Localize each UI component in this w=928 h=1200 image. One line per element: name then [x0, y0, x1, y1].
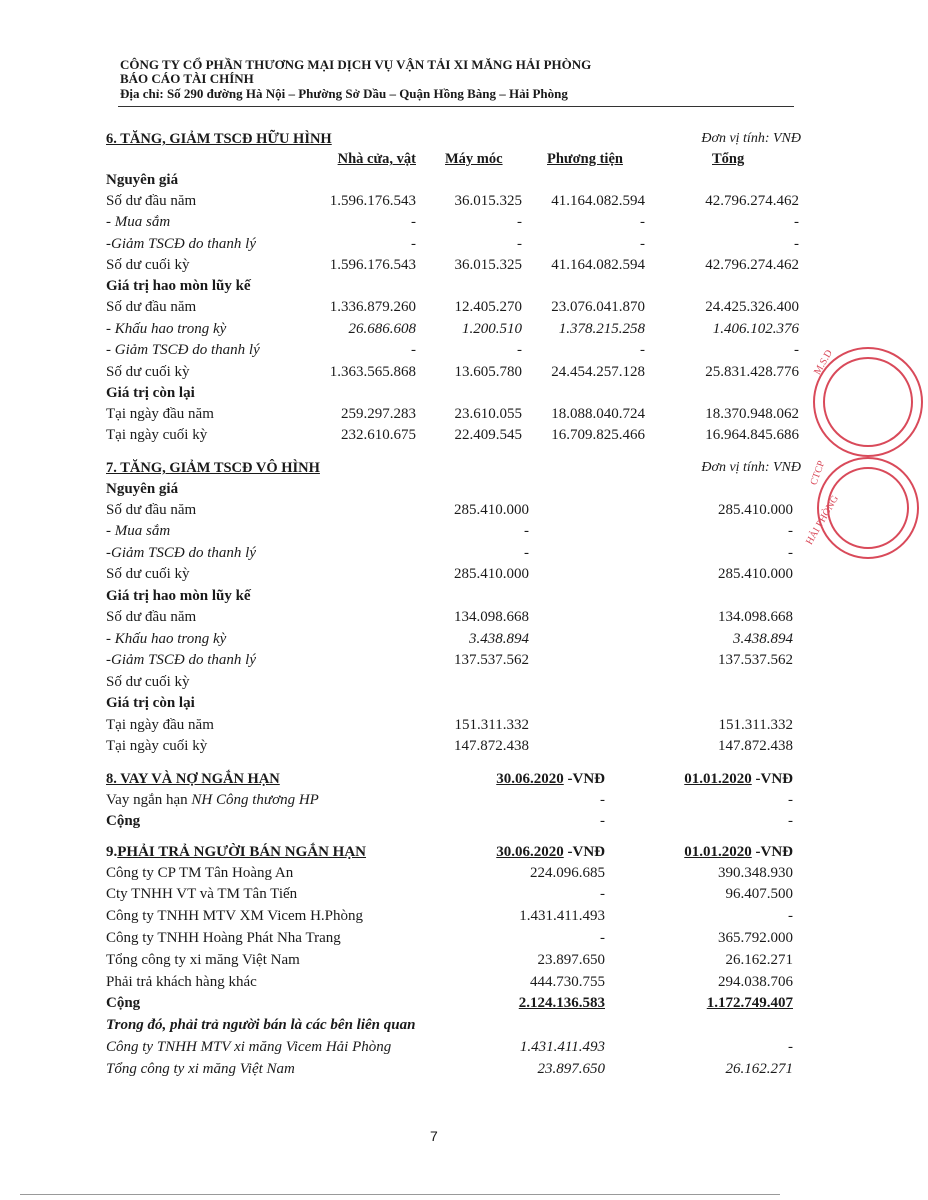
table-row: Giá trị còn lại	[106, 385, 195, 401]
s6-col-total: Tổng	[712, 151, 745, 167]
table-row: Giá trị hao mòn lũy kế	[106, 278, 251, 294]
company-name: CÔNG TY CỔ PHẦN THƯƠNG MẠI DỊCH VỤ VẬN TẢI XI MĂNG HẢI PHÒNG	[120, 57, 592, 72]
s8-col-a: 30.06.2020	[496, 771, 564, 787]
table-row: Công ty TNHH MTV XM Vicem H.Phòng 1.431.411.493 -	[106, 908, 793, 924]
table-row: -Giảm TSCĐ do thanh lý - - - -	[106, 236, 799, 252]
table-row: - Mua sắm - - - -	[106, 214, 799, 230]
table-row: Vay ngắn hạn NH Công thương HP - -	[106, 792, 793, 808]
table-row: Tổng công ty xi măng Việt Nam 23.897.650 26.162.271	[106, 952, 793, 968]
table-row: Tại ngày đầu năm 151.311.332 151.311.332	[106, 717, 793, 733]
table-row: Nguyên giá	[106, 481, 179, 497]
section-7-title: 7. TĂNG, GIẢM TSCĐ VÔ HÌNH	[106, 460, 320, 476]
section-6-unit: Đơn vị tính: VNĐ	[701, 131, 801, 146]
table-row: - Khấu hao trong kỳ 3.438.894 3.438.894	[106, 631, 793, 647]
table-row: Số dư đầu năm 1.336.879.260 12.405.270 23.076.041.870 24.425.326.400	[106, 299, 799, 315]
s9-col-b: 01.01.2020	[684, 844, 752, 860]
s6-col-vehicles: Phương tiện	[547, 151, 623, 167]
table-row: Tại ngày đầu năm 259.297.283 23.610.055 18.088.040.724 18.370.948.062	[106, 406, 799, 422]
section-7-unit: Đơn vị tính: VNĐ	[701, 460, 801, 475]
table-row: Công ty CP TM Tân Hoàng An 224.096.685 390.348.930	[106, 865, 793, 881]
table-row: Số dư đầu năm 285.410.000 285.410.000	[106, 502, 793, 518]
stamp-text-top: M.S.D	[812, 348, 835, 377]
section-9-header: 9.PHẢI TRẢ NGƯỜI BÁN NGẮN HẠN 30.06.2020 -VNĐ 01.01.2020 -VNĐ	[106, 844, 793, 860]
table-total-row: Cộng 2.124.136.583 1.172.749.407	[106, 995, 793, 1011]
table-row: Tại ngày cuối kỳ 232.610.675 22.409.545 16.709.825.466 16.964.845.686	[106, 427, 799, 443]
s6-col-machinery: Máy móc	[445, 151, 503, 167]
table-row: Công ty TNHH MTV xi măng Vicem Hải Phòng 1.431.411.493 -	[106, 1039, 793, 1055]
table-row: Phải trả khách hàng khác 444.730.755 294.038.706	[106, 974, 793, 990]
page-number: 7	[430, 1128, 438, 1144]
related-title: Trong đó, phải trả người bán là các bên liên quan	[106, 1017, 416, 1033]
table-row: Số dư cuối kỳ 1.596.176.543 36.015.325 41.164.082.594 42.796.274.462	[106, 257, 799, 273]
table-row: Nguyên giá	[106, 172, 179, 188]
stamp-text-bottom: HẢI PHÒNG	[804, 493, 841, 547]
table-row: Tổng công ty xi măng Việt Nam 23.897.650 26.162.271	[106, 1061, 793, 1077]
table-row: Số dư cuối kỳ 285.410.000 285.410.000	[106, 566, 793, 582]
table-row: Cộng - -	[106, 813, 793, 829]
bottom-edge-rule	[20, 1194, 780, 1195]
table-row: - Mua sắm - -	[106, 523, 793, 539]
table-row: Công ty TNHH Hoàng Phát Nha Trang - 365.792.000	[106, 930, 793, 946]
s6-col-buildings: Nhà cửa, vật	[337, 151, 416, 167]
report-title: BÁO CÁO TÀI CHÍNH	[120, 71, 254, 86]
s9-col-a: 30.06.2020	[496, 844, 564, 860]
section-9-title: PHẢI TRẢ NGƯỜI BÁN NGẮN HẠN	[117, 844, 367, 860]
section-8-title: 8. VAY VÀ NỢ NGẮN HẠN	[106, 771, 280, 787]
table-row: Số dư đầu năm 134.098.668 134.098.668	[106, 609, 793, 625]
table-row: - Khấu hao trong kỳ 26.686.608 1.200.510 1.378.215.258 1.406.102.376	[106, 321, 799, 337]
section-6-title: 6. TĂNG, GIẢM TSCĐ HỮU HÌNH	[106, 131, 332, 147]
section-8-header: 8. VAY VÀ NỢ NGẮN HẠN 30.06.2020 -VNĐ 01.01.2020 -VNĐ	[106, 771, 793, 787]
table-row: Số dư cuối kỳ	[106, 674, 190, 690]
table-row: Giá trị hao mòn lũy kế	[106, 588, 251, 604]
table-row: Cty TNHH VT và TM Tân Tiến - 96.407.500	[106, 886, 793, 902]
table-row: - Giảm TSCĐ do thanh lý - - - -	[106, 342, 799, 358]
s8-col-b: 01.01.2020	[684, 771, 752, 787]
header-rule	[118, 106, 794, 107]
company-address: Địa chỉ: Số 290 đường Hà Nội – Phường Sở Dầu – Quận Hồng Bàng – Hải Phòng	[120, 86, 568, 101]
stamp-text-mid: CTCP	[808, 459, 828, 487]
table-row: Giá trị còn lại	[106, 695, 195, 711]
table-row: Số dư đầu năm 1.596.176.543 36.015.325 41.164.082.594 42.796.274.462	[106, 193, 799, 209]
table-row: Số dư cuối kỳ 1.363.565.868 13.605.780 24.454.257.128 25.831.428.776	[106, 364, 799, 380]
table-row: -Giảm TSCĐ do thanh lý - -	[106, 545, 793, 561]
table-row: Tại ngày cuối kỳ 147.872.438 147.872.438	[106, 738, 793, 754]
table-row: -Giảm TSCĐ do thanh lý 137.537.562 137.537.562	[106, 652, 793, 668]
